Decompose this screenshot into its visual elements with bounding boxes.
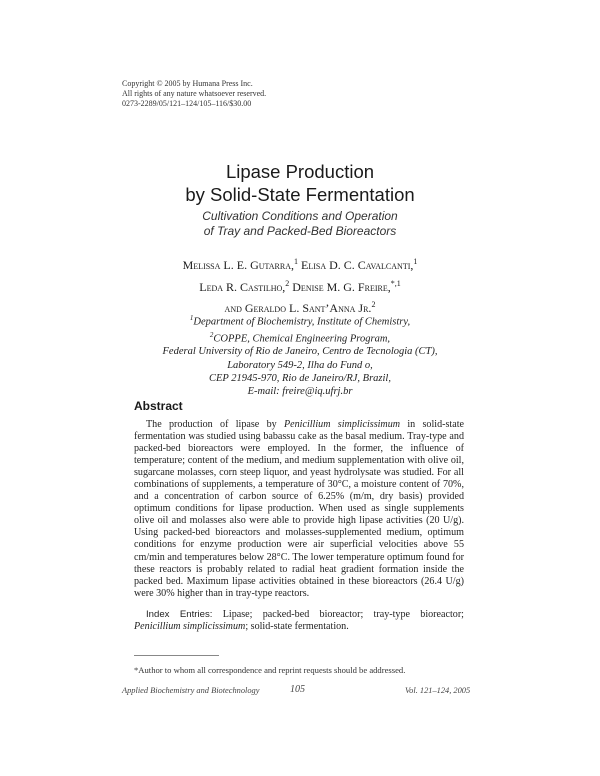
species-name: Penicillium simplicissimum (283, 419, 401, 430)
subtitle-line-1: Cultivation Conditions and Operation (202, 209, 398, 223)
species-name: Penicillium simplicissimum (134, 621, 246, 633)
author-affiliation-marker: 2 (285, 278, 290, 288)
abstract-body (134, 419, 464, 600)
authors-line-1 (0, 253, 600, 275)
abstract-text: in solid-state fermentation was studied using babassu cake as the basal medium. Tray-type and packed-bed bioreactors were employed. In the former, the influence of temperature; content of the medium, and medium supplementation with olive oil, sugarcane molasses, corn steep liquor, and yeast hydrolysate was studied. For all combinations of supplements, a temperature of 30°C, a moisture content of 70%, and a concentration of carbon source of 6.25% (m/m, dry basis) provided optimum conditions for lipase production. When used as single supplements olive oil and molasses also were able to provide high lipase activities (20 U/g). Using packed-bed bioreactors and molasses-supplemented medium, optimum conditions for enzyme production were air superficial velocities above 55 cm/min and temperatures below 28°C. The lower temperature optimum found for these reactors is probably related to radial heat gradient formation inside the packed bed. Maximum lipase activities obtained in these bioreactors (26.4 U/g) were 30% higher than in tray-type reactors. (134, 419, 464, 599)
affiliation-email: E-mail: freire@iq.ufrj.br (247, 386, 353, 398)
affiliation-line (0, 312, 600, 329)
copyright-notice (122, 79, 266, 109)
index-entries-text: Lipase; packed-bed bioreactor; tray-type bioreactor; (212, 609, 464, 620)
subtitle-line-2: of Tray and Packed-Bed Bioreactors (203, 224, 397, 238)
author-name: Elisa D. C. Cavalcanti, (300, 258, 414, 272)
title-line-2: by Solid-State Fermentation (185, 184, 415, 205)
affiliation-text: Department of Biochemistry, Institute of Chemistry, (193, 316, 411, 328)
paper-title (0, 160, 600, 206)
author-affiliation-marker: 1 (413, 257, 418, 266)
footnote-divider (134, 655, 219, 656)
affiliation-line: Federal University of Rio de Janeiro, Centro de Tecnologia (CT), (162, 346, 438, 358)
affiliation-line: Laboratory 549-2, Ilha do Fund o, (227, 359, 373, 371)
journal-name: Applied Biochemistry and Biotechnology (122, 686, 260, 695)
abstract-heading: Abstract (134, 399, 183, 413)
title-line-1: Lipase Production (225, 161, 375, 182)
author-name: Denise M. G. Freire, (292, 279, 391, 294)
author-affiliation-marker: 1 (293, 257, 298, 266)
authors-line-2 (0, 275, 600, 297)
affiliation-marker: 2 (209, 330, 214, 339)
copyright-line-3: 0273-2289/05/121–124/105–116/$30.00 (122, 99, 252, 108)
copyright-line-2: All rights of any nature whatsoever reserved. (122, 89, 267, 98)
author-name: and Geraldo L. Sant’Anna Jr. (224, 301, 372, 315)
index-entries-label: Index Entries: (146, 609, 213, 620)
affiliation-line (0, 329, 600, 346)
abstract-text: The production of lipase by (146, 419, 284, 430)
affiliation-line: CEP 21945-970, Rio de Janeiro/RJ, Brazil, (209, 372, 391, 384)
page-number: 105 (290, 684, 305, 695)
author-list (0, 253, 600, 318)
affiliation-text: COPPE, Chemical Engineering Program, (213, 333, 391, 345)
author-name: Leda R. Castilho, (199, 279, 286, 294)
author-affiliation-marker: *,1 (390, 278, 401, 288)
affiliation-marker: 1 (189, 314, 194, 322)
author-affiliation-marker: 2 (371, 300, 376, 309)
copyright-line-1: Copyright © 2005 by Humana Press Inc. (122, 79, 253, 88)
affiliations (0, 312, 600, 398)
index-entries-text: ; solid-state fermentation. (245, 621, 349, 633)
paper-subtitle (0, 209, 600, 239)
footnote: *Author to whom all correspondence and reprint requests should be addressed. (134, 665, 406, 675)
index-entries (134, 609, 464, 633)
volume-info: Vol. 121–124, 2005 (405, 686, 471, 695)
author-name: Melissa L. E. Gutarra, (182, 258, 294, 272)
